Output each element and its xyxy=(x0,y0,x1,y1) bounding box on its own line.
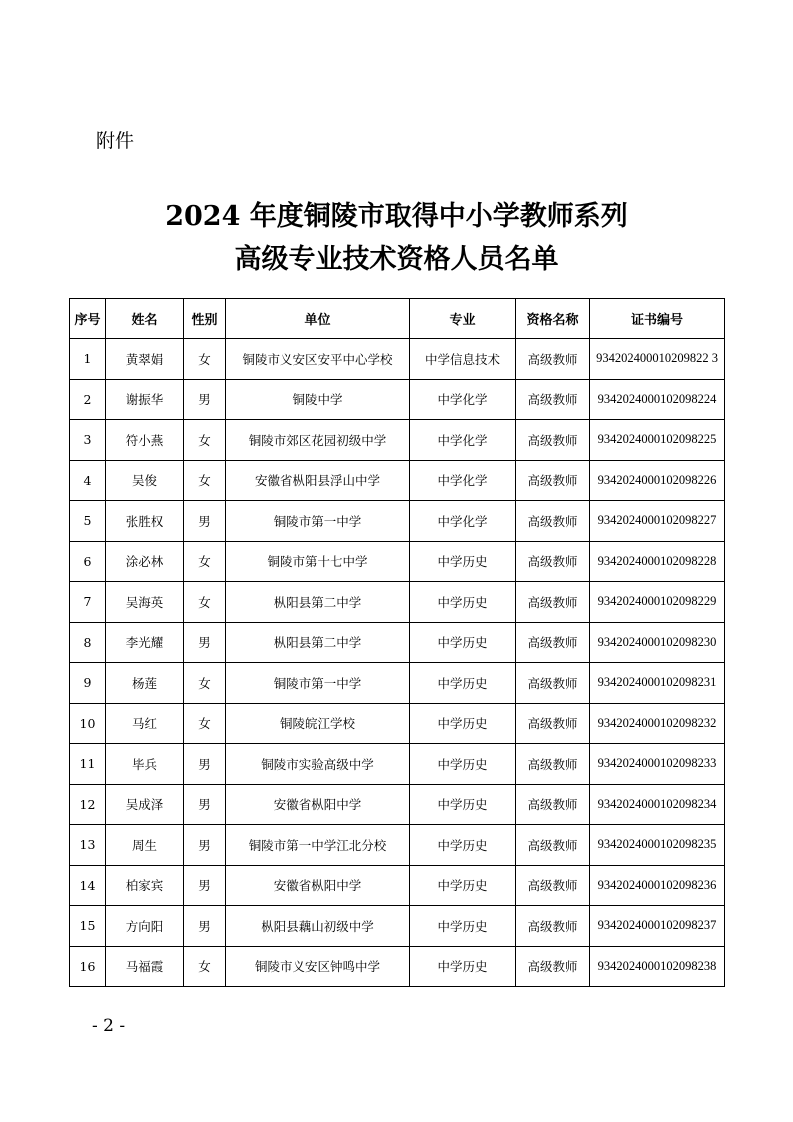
column-header-major: 专业 xyxy=(410,299,516,339)
cell-name: 周生 xyxy=(106,825,184,866)
table-row xyxy=(70,622,725,663)
cell-gender: 男 xyxy=(184,906,226,947)
page-number: - 2 - xyxy=(92,1016,126,1036)
cell-certificate-number: 9342024000102098231 xyxy=(590,663,725,704)
table-row xyxy=(70,501,725,542)
cell-certificate-number: 9342024000102098227 xyxy=(590,501,725,542)
cell-unit: 枞阳县藕山初级中学 xyxy=(226,906,410,947)
cell-qualification: 高级教师 xyxy=(516,703,590,744)
table-row xyxy=(70,460,725,501)
cell-major: 中学信息技术 xyxy=(410,339,516,380)
cell-gender: 男 xyxy=(184,784,226,825)
cell-index: 15 xyxy=(70,906,106,947)
cell-name: 杨莲 xyxy=(106,663,184,704)
teacher-roster-table xyxy=(69,298,725,987)
cell-unit: 铜陵市第一中学 xyxy=(226,501,410,542)
cell-name: 黄翠娟 xyxy=(106,339,184,380)
cell-qualification: 高级教师 xyxy=(516,784,590,825)
cell-name: 吴海英 xyxy=(106,582,184,623)
table-row xyxy=(70,541,725,582)
cell-qualification: 高级教师 xyxy=(516,501,590,542)
cell-certificate-number: 9342024000102098237 xyxy=(590,906,725,947)
column-header-index: 序号 xyxy=(70,299,106,339)
cell-name: 柏家宾 xyxy=(106,865,184,906)
table-row xyxy=(70,420,725,461)
cell-certificate-number: 9342024000102098225 xyxy=(590,420,725,461)
cell-unit: 铜陵市义安区钟鸣中学 xyxy=(226,946,410,987)
cell-major: 中学化学 xyxy=(410,379,516,420)
cell-qualification: 高级教师 xyxy=(516,825,590,866)
cell-name: 谢振华 xyxy=(106,379,184,420)
cell-certificate-number: 9342024000102098229 xyxy=(590,582,725,623)
table-row xyxy=(70,663,725,704)
cell-unit: 铜陵市实验高级中学 xyxy=(226,744,410,785)
column-header-unit: 单位 xyxy=(226,299,410,339)
cell-index: 14 xyxy=(70,865,106,906)
table-row xyxy=(70,784,725,825)
column-header-qualification: 资格名称 xyxy=(516,299,590,339)
cell-gender: 女 xyxy=(184,460,226,501)
cell-certificate-number: 9342024000102098224 xyxy=(590,379,725,420)
cell-gender: 男 xyxy=(184,501,226,542)
cell-certificate-number: 9342024000102098234 xyxy=(590,784,725,825)
cell-index: 8 xyxy=(70,622,106,663)
cell-name: 马红 xyxy=(106,703,184,744)
cell-index: 3 xyxy=(70,420,106,461)
cell-unit: 铜陵市第十七中学 xyxy=(226,541,410,582)
cell-name: 吴成泽 xyxy=(106,784,184,825)
cell-certificate-number: 9342024000102098233 xyxy=(590,744,725,785)
cell-major: 中学历史 xyxy=(410,582,516,623)
cell-gender: 女 xyxy=(184,420,226,461)
cell-name: 毕兵 xyxy=(106,744,184,785)
document-title-line-2: 高级专业技术资格人员名单 xyxy=(234,244,559,275)
cell-unit: 枞阳县第二中学 xyxy=(226,582,410,623)
cell-unit: 铜陵市义安区安平中心学校 xyxy=(226,339,410,380)
column-header-name: 姓名 xyxy=(106,299,184,339)
cell-certificate-number: 9342024000102098228 xyxy=(590,541,725,582)
cell-name: 张胜权 xyxy=(106,501,184,542)
table-row xyxy=(70,906,725,947)
table-row xyxy=(70,946,725,987)
cell-unit: 安徽省枞阳中学 xyxy=(226,784,410,825)
table-row xyxy=(70,582,725,623)
cell-index: 10 xyxy=(70,703,106,744)
cell-name: 涂必林 xyxy=(106,541,184,582)
cell-index: 11 xyxy=(70,744,106,785)
cell-qualification: 高级教师 xyxy=(516,946,590,987)
cell-qualification: 高级教师 xyxy=(516,906,590,947)
cell-gender: 女 xyxy=(184,339,226,380)
cell-index: 9 xyxy=(70,663,106,704)
cell-certificate-number: 9342024000102098238 xyxy=(590,946,725,987)
cell-major: 中学历史 xyxy=(410,541,516,582)
cell-certificate-number: 9342024000102098226 xyxy=(590,460,725,501)
cell-index: 16 xyxy=(70,946,106,987)
cell-certificate-number: 9342024000102098236 xyxy=(590,865,725,906)
table-header-row xyxy=(70,299,725,339)
cell-qualification: 高级教师 xyxy=(516,744,590,785)
cell-name: 吴俊 xyxy=(106,460,184,501)
cell-major: 中学化学 xyxy=(410,460,516,501)
cell-major: 中学化学 xyxy=(410,420,516,461)
cell-gender: 男 xyxy=(184,622,226,663)
document-title-line-1: 2024 年度铜陵市取得中小学教师系列 xyxy=(165,201,628,232)
cell-index: 4 xyxy=(70,460,106,501)
cell-certificate-number: 9342024000102098235 xyxy=(590,825,725,866)
cell-index: 5 xyxy=(70,501,106,542)
cell-gender: 女 xyxy=(184,582,226,623)
cell-qualification: 高级教师 xyxy=(516,541,590,582)
table-row xyxy=(70,339,725,380)
cell-unit: 枞阳县第二中学 xyxy=(226,622,410,663)
cell-index: 13 xyxy=(70,825,106,866)
cell-major: 中学历史 xyxy=(410,622,516,663)
cell-gender: 女 xyxy=(184,541,226,582)
cell-certificate-number: 9342024000102098230 xyxy=(590,622,725,663)
cell-qualification: 高级教师 xyxy=(516,339,590,380)
table-row xyxy=(70,703,725,744)
cell-major: 中学历史 xyxy=(410,946,516,987)
cell-unit: 安徽省枞阳中学 xyxy=(226,865,410,906)
cell-gender: 女 xyxy=(184,703,226,744)
cell-major: 中学历史 xyxy=(410,784,516,825)
table-body xyxy=(70,339,725,987)
cell-major: 中学历史 xyxy=(410,703,516,744)
cell-name: 符小燕 xyxy=(106,420,184,461)
cell-index: 1 xyxy=(70,339,106,380)
cell-qualification: 高级教师 xyxy=(516,865,590,906)
cell-unit: 铜陵中学 xyxy=(226,379,410,420)
cell-major: 中学历史 xyxy=(410,906,516,947)
cell-major: 中学历史 xyxy=(410,825,516,866)
cell-index: 2 xyxy=(70,379,106,420)
cell-name: 方向阳 xyxy=(106,906,184,947)
table-row xyxy=(70,825,725,866)
cell-name: 马福霞 xyxy=(106,946,184,987)
column-header-certificate-number: 证书编号 xyxy=(590,299,725,339)
cell-qualification: 高级教师 xyxy=(516,460,590,501)
column-header-gender: 性别 xyxy=(184,299,226,339)
cell-qualification: 高级教师 xyxy=(516,622,590,663)
cell-unit: 铜陵皖江学校 xyxy=(226,703,410,744)
cell-qualification: 高级教师 xyxy=(516,582,590,623)
cell-unit: 铜陵市第一中学 xyxy=(226,663,410,704)
cell-gender: 男 xyxy=(184,379,226,420)
cell-major: 中学化学 xyxy=(410,501,516,542)
cell-certificate-number: 9342024000102098232 xyxy=(590,703,725,744)
cell-major: 中学历史 xyxy=(410,663,516,704)
cell-index: 7 xyxy=(70,582,106,623)
cell-unit: 安徽省枞阳县浮山中学 xyxy=(226,460,410,501)
cell-unit: 铜陵市郊区花园初级中学 xyxy=(226,420,410,461)
cell-qualification: 高级教师 xyxy=(516,379,590,420)
cell-qualification: 高级教师 xyxy=(516,663,590,704)
cell-name: 李光耀 xyxy=(106,622,184,663)
cell-gender: 女 xyxy=(184,946,226,987)
cell-gender: 男 xyxy=(184,825,226,866)
cell-certificate-number: 934202400010209822 3 xyxy=(590,339,725,380)
attachment-label: 附件 xyxy=(96,130,135,152)
table-row xyxy=(70,865,725,906)
cell-index: 12 xyxy=(70,784,106,825)
cell-gender: 男 xyxy=(184,744,226,785)
cell-gender: 女 xyxy=(184,663,226,704)
table-row xyxy=(70,744,725,785)
cell-major: 中学历史 xyxy=(410,744,516,785)
cell-unit: 铜陵市第一中学江北分校 xyxy=(226,825,410,866)
cell-gender: 男 xyxy=(184,865,226,906)
cell-index: 6 xyxy=(70,541,106,582)
table-row xyxy=(70,379,725,420)
cell-qualification: 高级教师 xyxy=(516,420,590,461)
cell-major: 中学历史 xyxy=(410,865,516,906)
